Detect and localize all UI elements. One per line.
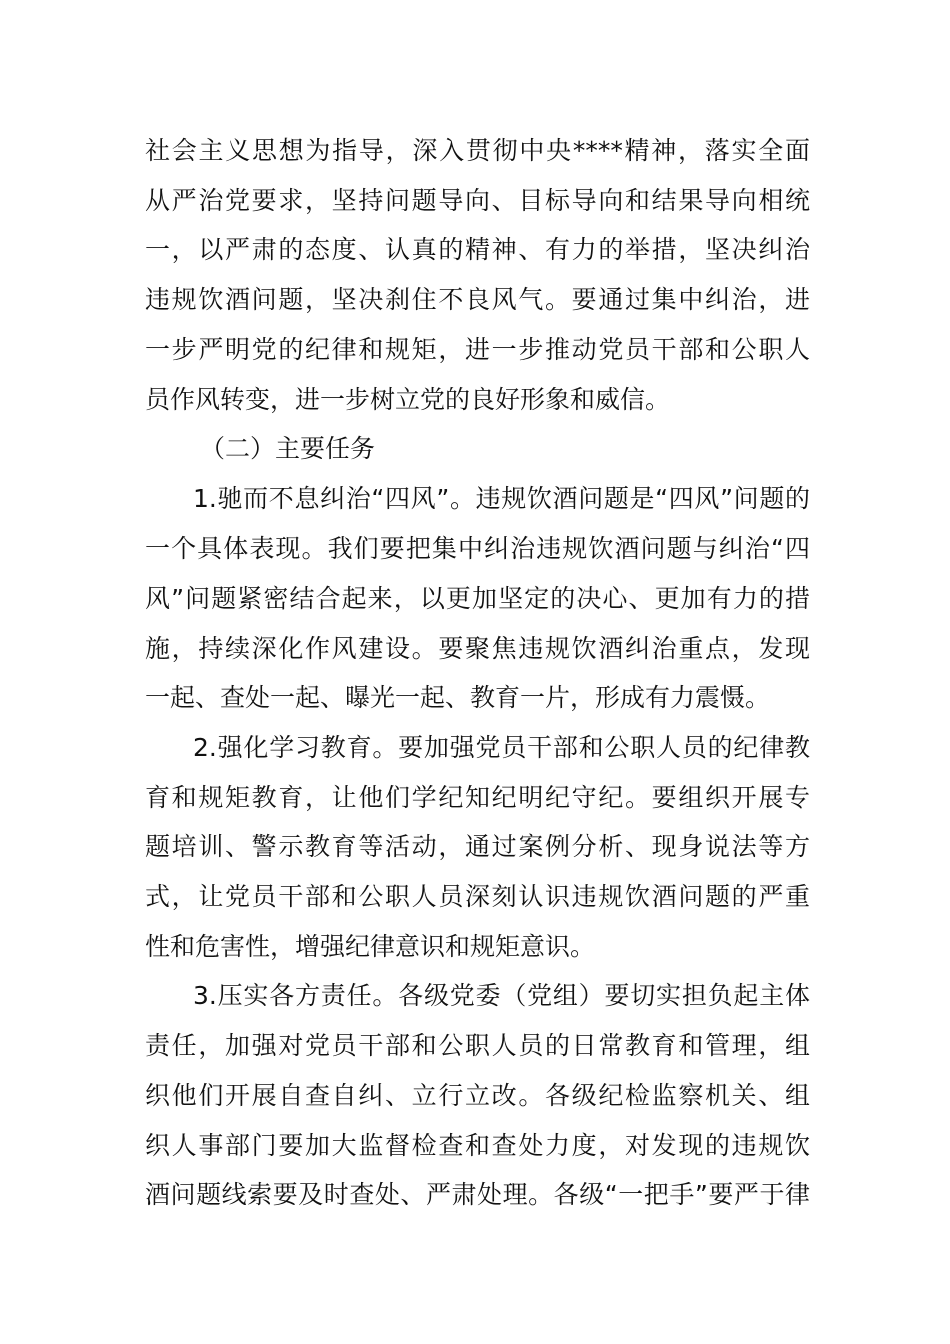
text-line: 从严治党要求，坚持问题导向、目标导向和结果导向相统 [145, 186, 810, 215]
text-line: 员作风转变，进一步树立党的良好形象和威信。 [145, 385, 671, 414]
paragraph-first-line: 3.压实各方责任。各级党委（党组）要切实担负起主体 [193, 981, 810, 1010]
text-line: 织他们开展自查自纠、立行立改。各级纪检监察机关、组 [145, 1081, 810, 1110]
paragraph-first-line: 1.驰而不息纠治“四风”。违规饮酒问题是“四风”问题的 [193, 484, 810, 513]
text-line: 风”问题紧密结合起来，以更加坚定的决心、更加有力的措 [145, 584, 810, 613]
text-line: 一步严明党的纪律和规矩，进一步推动党员干部和公职人 [145, 335, 810, 364]
text-line: 题培训、警示教育等活动，通过案例分析、现身说法等方 [145, 832, 810, 861]
text-line: 性和危害性，增强纪律意识和规矩意识。 [145, 932, 596, 961]
text-line: 酒问题线索要及时查处、严肃处理。各级“一把手”要严于律 [145, 1180, 810, 1209]
section-heading: （二）主要任务 [200, 434, 376, 463]
text-line: 施，持续深化作风建设。要聚焦违规饮酒纠治重点，发现 [145, 634, 810, 663]
text-line: 责任，加强对党员干部和公职人员的日常教育和管理，组 [145, 1031, 810, 1060]
text-line: 一，以严肃的态度、认真的精神、有力的举措，坚决纠治 [145, 235, 810, 264]
text-line: 织人事部门要加大监督检查和查处力度，对发现的违规饮 [145, 1131, 810, 1160]
text-line: 违规饮酒问题，坚决刹住不良风气。要通过集中纠治，进 [145, 285, 810, 314]
text-line: 一起、查处一起、曝光一起、教育一片，形成有力震慑。 [145, 683, 771, 712]
text-line: 式，让党员干部和公职人员深刻认识违规饮酒问题的严重 [145, 882, 810, 911]
paragraph-first-line: 2.强化学习教育。要加强党员干部和公职人员的纪律教 [193, 733, 810, 762]
text-line: 育和规矩教育，让他们学纪知纪明纪守纪。要组织开展专 [145, 783, 810, 812]
text-line: 一个具体表现。我们要把集中纠治违规饮酒问题与纠治“四 [145, 534, 810, 563]
text-line: 社会主义思想为指导，深入贯彻中央****精神，落实全面 [145, 136, 810, 165]
